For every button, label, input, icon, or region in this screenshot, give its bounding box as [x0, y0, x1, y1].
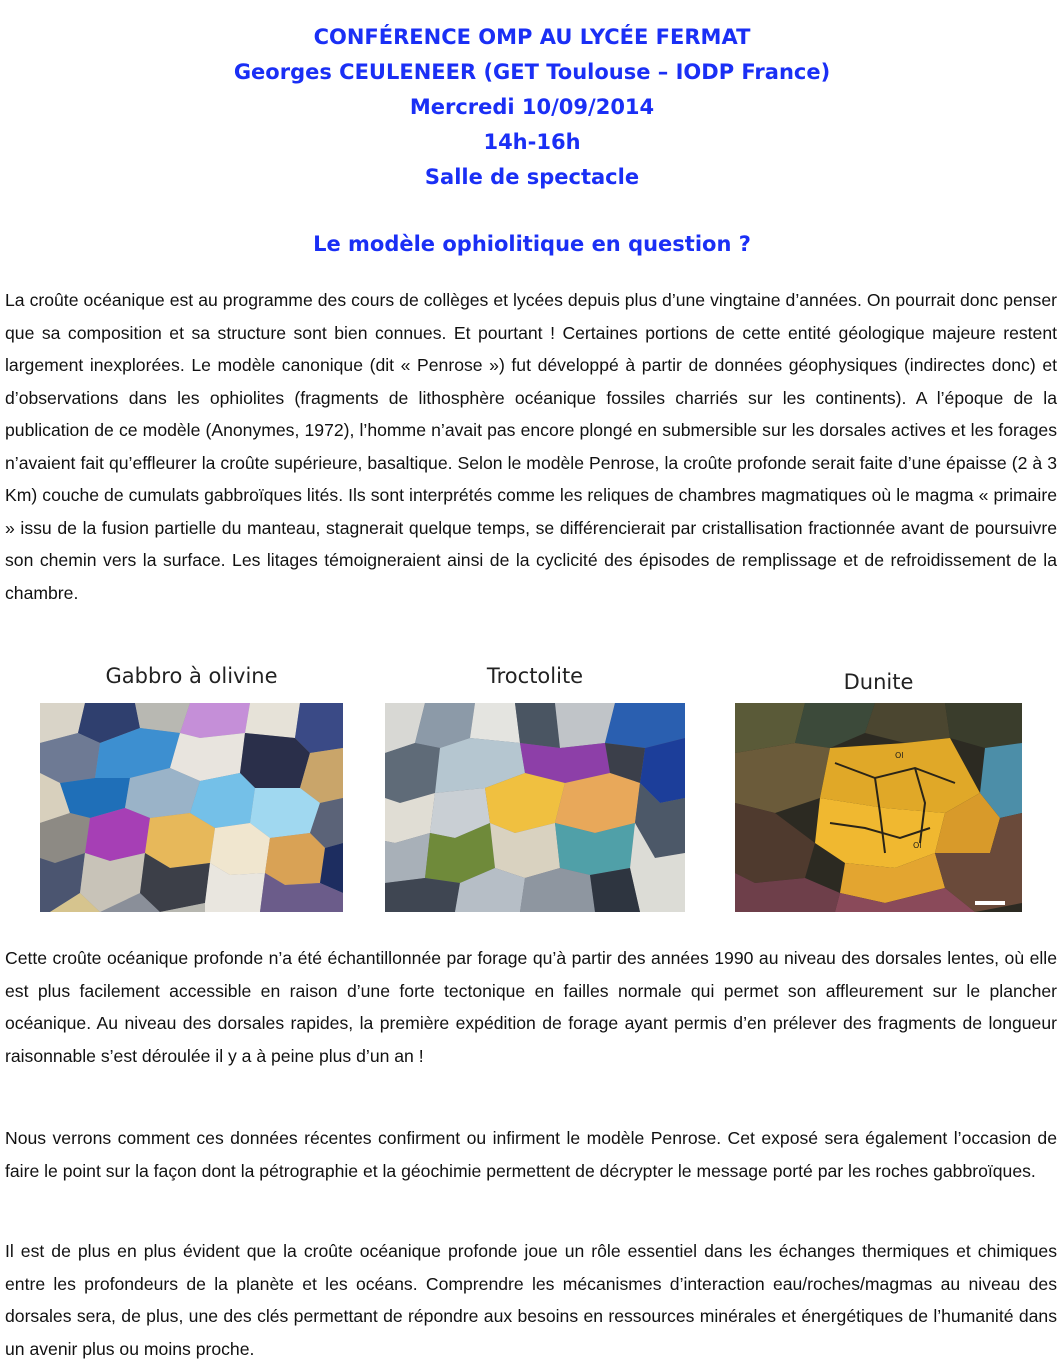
paragraph-drilling: Cette croûte océanique profonde n’a été échantillonnée par forage qu’à partir des années 1990 au niveau des dorsales lentes, où elle est plus facilement accessible en raison d’une forte tectonique en failles normale qui permet son affleurement sur le plancher océanique. Au niveau des dorsales rapides, la première expédition de forage ayant permis d’en prélever des fragments de longueur raisonnable s’est déroulée il y a à peine plus d’un an !: [5, 948, 1057, 1066]
troctolite-micrograph: [385, 703, 685, 912]
paragraph-intro: La croûte océanique est au programme des cours de collèges et lycées depuis plus d’une vingtaine d’années. On pourrait donc penser que sa composition et sa structure sont bien connues. Et pourtant ! Certaines portions de cette entité géologique majeure restent largement inexplorées. Le modèle canonique (dit « Penrose ») fut développé à partir de données géophysiques (indirectes donc) et d’observations dans les ophiolites (fragments de lithosphère océanique fossiles charriés sur les continents). A l’époque de la publication de ce modèle (Anonymes, 1972), l’homme n’avait pas encore plongé en submersible sur les dorsales actives et les forages n’avaient fait qu’effleurer la croûte supérieure, basaltique. Selon le modèle Penrose, la croûte profonde serait faite d’une épaisse (2 à 3 Km) couche de cumulats gabbroïques lités. Ils sont interprétés comme les reliques de chambres magmatiques où le magma « primaire » issu de la fusion partielle du manteau, stagnerait quelque temps, se différencierait par cristallisation fractionnée avant de poursuivre son chemin vers la surface. Les litages témoigneraient ainsi de la cyclicité des épisodes de remplissage et de refroidissement de la chambre.: [5, 290, 1057, 603]
dunite-micrograph: [735, 703, 1022, 912]
paragraph-conclusion: Il est de plus en plus évident que la croûte océanique profonde joue un rôle essentiel dans les échanges thermiques et chimiques entre les profondeurs de la planète et les océans. Comprendre les mécanismes d’interaction eau/roches/magmas au niveau des dorsales sera, de plus, une des clés permettant de répondre aux besoins en ressources minérales et énergétiques de l’humanité dans un avenir plus ou moins proche.: [5, 1241, 1057, 1359]
rock-thin-sections-figure: [0, 660, 1064, 915]
date-line: Mercredi 10/09/2014: [409, 95, 655, 119]
speaker-line: Georges CEULENEER (GET Toulouse – IODP France): [233, 60, 831, 84]
gabbro-micrograph: [40, 703, 343, 912]
olivine-label-2: Ol: [913, 841, 922, 850]
scale-bar: [975, 901, 1005, 905]
caption-dunite: Dunite: [843, 670, 914, 694]
venue-line: Salle de spectacle: [424, 165, 640, 189]
conference-title: CONFÉRENCE OMP AU LYCÉE FERMAT: [313, 25, 751, 49]
olivine-label-1: Ol: [895, 751, 904, 760]
time-line: 14h-16h: [483, 130, 581, 154]
caption-troctolite: Troctolite: [486, 664, 584, 688]
talk-title: Le modèle ophiolitique en question ?: [313, 232, 751, 256]
paragraph-penrose: Nous verrons comment ces données récentes confirment ou infirment le modèle Penrose. Cet exposé sera également l’occasion de faire le point sur la façon dont la pétrographie et la géochimie permettent de décrypter le message porté par les roches gabbroïques.: [5, 1128, 1057, 1181]
caption-gabbro: Gabbro à olivine: [105, 664, 278, 688]
conference-header: [0, 20, 1064, 195]
